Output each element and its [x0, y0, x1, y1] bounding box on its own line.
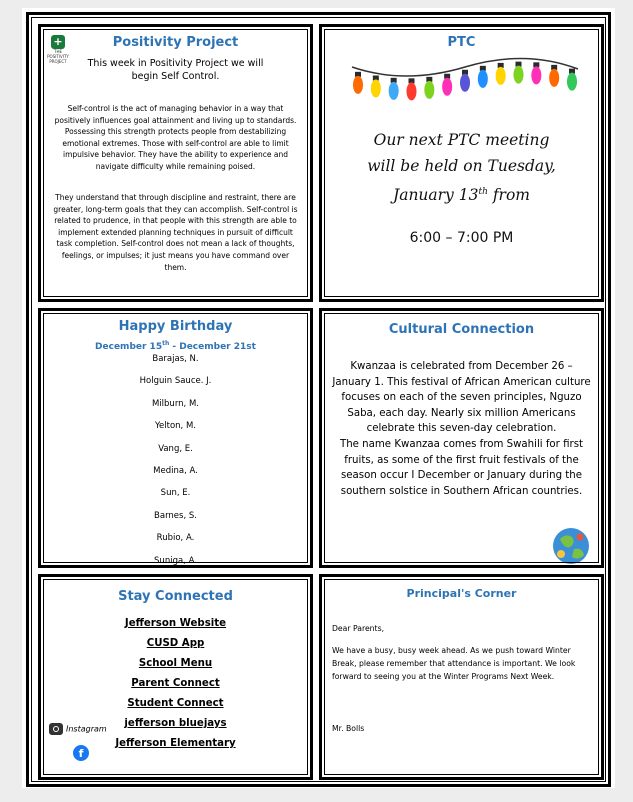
- principal-greeting: Dear Parents,: [332, 624, 385, 633]
- birthday-date-range: December 15th - December 21st: [95, 340, 256, 352]
- link-student-connect[interactable]: Student Connect: [127, 698, 224, 709]
- positivity-title: Positivity Project: [112, 35, 239, 50]
- light-bulb: [407, 82, 417, 100]
- birthday-name: Vang, E.: [158, 443, 193, 454]
- facebook-icon[interactable]: f: [73, 745, 89, 761]
- positivity-paragraph-2: They understand that through discipline and restraint, there are greater, long-term goals that they can accomplish. Self-control is related to prudence, in that people with this strength are able to implement extended planning techniques in pursuit of difficult task completion. Self-control does not mean a lack of thoughts, feelings, or impulses; it just means you have command over them.: [53, 193, 298, 272]
- birthday-name: Barajas, N.: [152, 354, 199, 364]
- instagram-icon: [49, 723, 63, 735]
- birthday-name: Yelton, M.: [154, 421, 196, 432]
- principals-corner-title: Principal's Corner: [406, 587, 517, 600]
- link-facebook-jefferson-elementary[interactable]: Jefferson Elementary: [115, 738, 236, 749]
- light-bulb: [567, 73, 577, 91]
- birthday-name: Milburn, M.: [151, 398, 199, 409]
- birthday-list: [41, 354, 310, 568]
- principals-corner-section: [319, 574, 604, 780]
- light-bulb: [514, 66, 524, 84]
- birthday-name: Rubio, A.: [156, 533, 195, 544]
- cultural-body: Kwanzaa is celebrated from December 26 – January 1. This festival of African American culture focuses on each of the seven principles, Nguzo Saba, each day. Nearly six million Americans celebrate this seven-day celebration. The name Kwanzaa comes from Swahili for first fruits, as some of the first fruit festivals of the season occur I December or January during the southern solstice in Southern African countries.: [332, 361, 591, 497]
- light-bulb: [353, 76, 363, 94]
- birthday-name: Medina, A.: [153, 465, 198, 476]
- cultural-connection-section: [319, 308, 604, 568]
- ptc-message: Our next PTC meeting will be held on Tuesday, January 13th from: [367, 131, 556, 205]
- positivity-project-section: [38, 24, 313, 302]
- birthday-section: [38, 308, 313, 568]
- positivity-logo: + THE POSITIVITY PROJECT: [47, 35, 69, 64]
- light-bulb: [478, 70, 488, 88]
- light-bulb: [442, 78, 452, 96]
- stay-connected-section: [38, 574, 313, 780]
- link-jefferson-website[interactable]: Jefferson Website: [124, 618, 227, 629]
- positivity-intro: This week in Positivity Project we will begin Self Control.: [87, 58, 264, 82]
- link-parent-connect[interactable]: Parent Connect: [131, 678, 220, 689]
- birthday-name: Sun, E.: [160, 488, 191, 499]
- light-bulb: [549, 69, 559, 87]
- light-bulb: [460, 74, 470, 92]
- ptc-time: 6:00 – 7:00 PM: [409, 230, 514, 246]
- ptc-section: [319, 24, 604, 302]
- birthday-name: Suniga, A.: [154, 555, 197, 566]
- stay-connected-title: Stay Connected: [118, 589, 233, 604]
- light-bulb: [371, 79, 381, 97]
- link-instagram-jefferson-bluejays[interactable]: jefferson bluejays: [124, 718, 227, 729]
- link-school-menu[interactable]: School Menu: [138, 658, 213, 669]
- principal-message: We have a busy, busy week ahead. As we push toward Winter Break, please remember that attendance is important. We look forward to seeing you at the Winter Programs Next Week.: [332, 646, 576, 681]
- instagram-badge[interactable]: Instagram: [49, 723, 107, 735]
- light-bulb: [496, 67, 506, 85]
- ptc-title: PTC: [447, 35, 476, 50]
- birthday-title: Happy Birthday: [118, 319, 233, 334]
- positivity-logo-icon: +: [51, 35, 65, 49]
- string-lights-icon: [350, 57, 580, 117]
- principal-signature: Mr. Bolls: [332, 724, 365, 733]
- cultural-title: Cultural Connection: [388, 322, 535, 337]
- light-bulb: [531, 66, 541, 84]
- birthday-name: Holguin Sauce. J.: [139, 376, 212, 387]
- light-bulb: [389, 82, 399, 100]
- light-bulb: [424, 81, 434, 99]
- link-cusd-app[interactable]: CUSD App: [146, 638, 205, 649]
- positivity-paragraph-1: Self-control is the act of managing behavior in a way that positively influences goal attainment and living up to standards. Possessing this strength protects people from destabilizing emotional extremes. Those with self-control are able to limit impulsive behavior. They have the ability to experience and navigate difficulty while remaining poised.: [54, 104, 297, 171]
- birthday-name: Barnes, S.: [154, 510, 197, 521]
- globe-hands-icon: [552, 527, 590, 565]
